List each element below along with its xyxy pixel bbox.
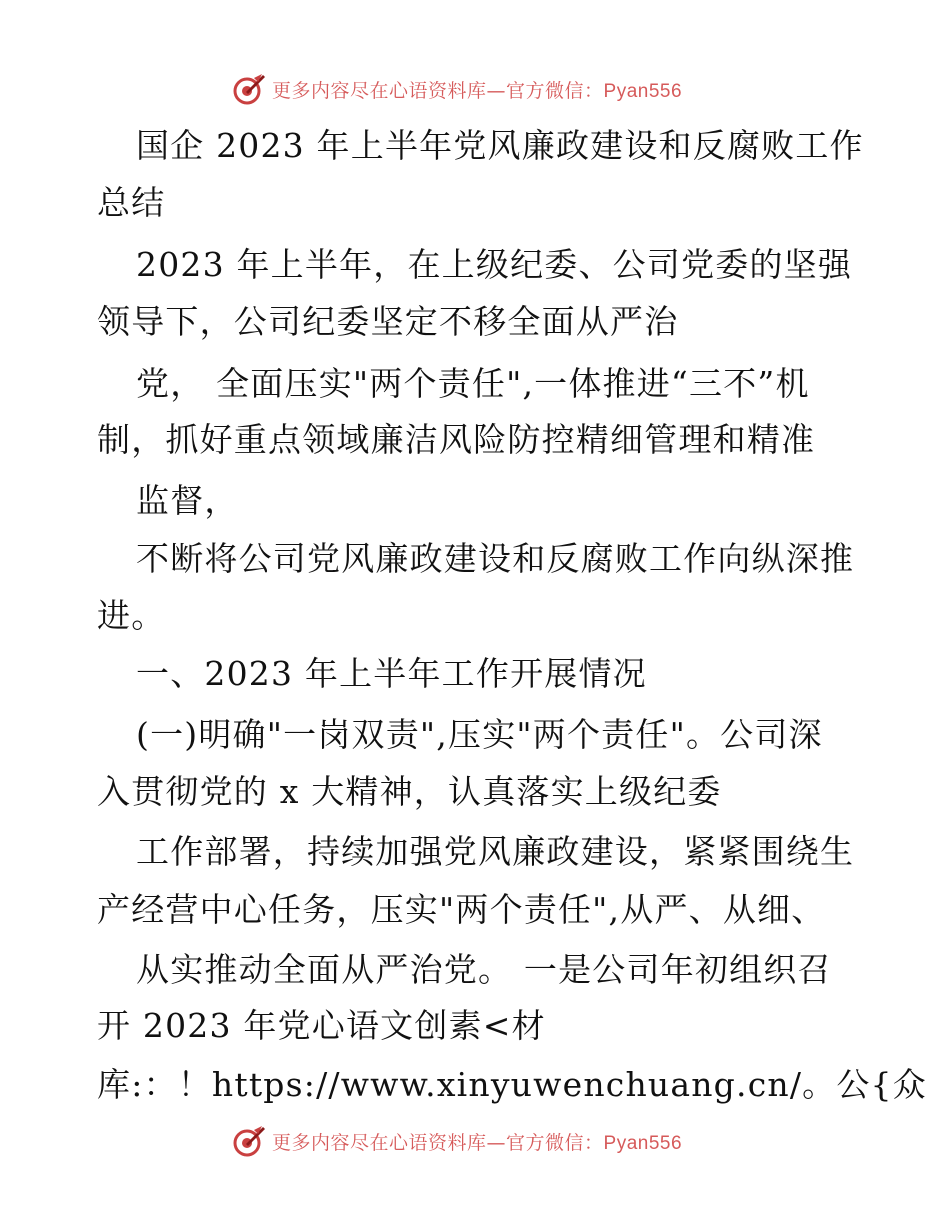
paragraph-line: 从实推动全面从严治党。 一是公司年初组织召	[136, 950, 832, 989]
paragraph-line: 库:：！https://www.xinyuwenchuang.cn/。公{众	[97, 1065, 927, 1104]
paragraph-line: 监督，	[136, 481, 239, 520]
watermark-header	[232, 72, 682, 106]
title-line-1: 国企 2023 年上半年党风廉政建设和反腐败工作	[136, 126, 864, 165]
watermark-text: 更多内容尽在心语资料库—官方微信：Pyan556	[272, 1131, 683, 1154]
paragraph-line: 入贯彻党的 x 大精神，认真落实上级纪委	[97, 772, 722, 811]
section-heading: 一、2023 年上半年工作开展情况	[136, 654, 647, 693]
subsection-heading: (一)明确"一岗双责",压实"两个责任"。公司深	[136, 715, 823, 754]
watermark-text: 更多内容尽在心语资料库—官方微信：Pyan556	[272, 79, 683, 102]
paragraph-line: 开 2023 年党心语文创素<材	[97, 1006, 546, 1045]
title-line-2: 总结	[97, 183, 166, 222]
paragraph-line: 2023 年上半年，在上级纪委、公司党委的坚强	[136, 245, 853, 284]
quill-seal-logo-icon	[232, 72, 266, 106]
watermark-footer	[232, 1124, 682, 1158]
paragraph-line: 产经营中心任务，压实"两个责任",从严、从细、	[97, 890, 826, 929]
paragraph-line: 工作部署，持续加强党风廉政建设，紧紧围绕生	[136, 832, 855, 871]
paragraph-line: 不断将公司党风廉政建设和反腐败工作向纵深推	[136, 539, 855, 578]
paragraph-line: 进。	[97, 596, 166, 635]
quill-seal-logo-icon	[232, 1124, 266, 1158]
paragraph-line: 领导下，公司纪委坚定不移全面从严治	[97, 302, 679, 341]
paragraph-line: 制，抓好重点领域廉洁风险防控精细管理和精准	[97, 420, 816, 459]
paragraph-line: 党， 全面压实"两个责任",一体推进“三不”机	[136, 364, 810, 403]
